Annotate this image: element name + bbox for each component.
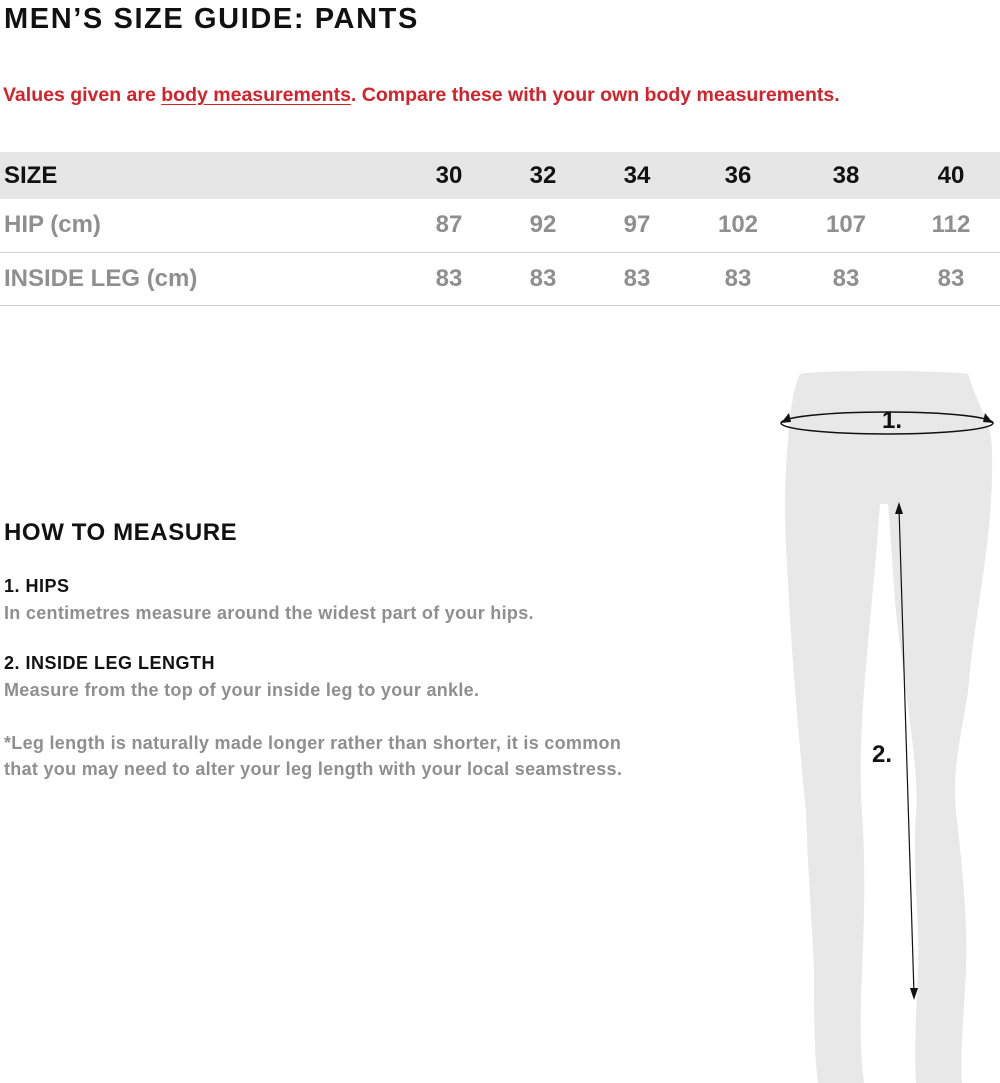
size-header-cell: 38: [832, 161, 860, 189]
table-cell: 97: [588, 199, 686, 252]
size-header-row: [0, 152, 1000, 199]
pants-measure-illustration: [770, 362, 1000, 1083]
table-cell: 83: [790, 252, 902, 305]
table-cell: 83: [498, 252, 588, 305]
table-cell: 107: [790, 199, 902, 252]
table-cell: 87: [400, 199, 498, 252]
size-header-cell: 32: [529, 161, 557, 189]
table-row-hip: [0, 199, 1000, 252]
size-header-label: SIZE: [4, 161, 58, 189]
row-label: INSIDE LEG (cm): [0, 252, 400, 305]
notice-prefix: Values given are: [3, 84, 162, 106]
step-hips-text: In centimetres measure around the widest part of your hips.: [4, 603, 534, 623]
table-cell: 112: [902, 199, 1000, 252]
size-header-cell: 30: [435, 161, 463, 189]
table-cell: 102: [686, 199, 790, 252]
notice-emphasis: body measurements: [161, 84, 351, 106]
table-cell: 83: [686, 252, 790, 305]
size-table: [0, 152, 1000, 306]
page-title: MEN’S SIZE GUIDE: PANTS: [4, 3, 419, 35]
leg-length-note: *Leg length is naturally made longer rather than shorter, it is common that you may need to alter your leg length with your local seamstress.: [4, 733, 623, 779]
hip-arrow-right: [983, 413, 993, 423]
step-inside-leg-title: 2. INSIDE LEG LENGTH: [4, 653, 216, 673]
table-cell: 83: [902, 252, 1000, 305]
table-cell: 83: [588, 252, 686, 305]
leg-label: 2.: [872, 741, 893, 768]
pants-silhouette: [785, 371, 992, 1083]
table-cell: 92: [498, 199, 588, 252]
hip-arrow-left: [781, 413, 791, 423]
notice-suffix: . Compare these with your own body measurements.: [350, 84, 840, 106]
table-cell: 83: [400, 252, 498, 305]
size-header-cell: 36: [724, 161, 752, 189]
step-inside-leg-text: Measure from the top of your inside leg to your ankle.: [4, 680, 480, 700]
hip-label: 1.: [882, 407, 903, 434]
table-row-inside-leg: [0, 252, 1000, 305]
size-header-cell: 34: [623, 161, 651, 189]
size-header-cell: 40: [937, 161, 965, 189]
step-hips-title: 1. HIPS: [4, 576, 70, 596]
how-to-measure-heading: HOW TO MEASURE: [4, 519, 238, 546]
row-label: HIP (cm): [0, 199, 400, 252]
measurement-notice: [3, 82, 840, 108]
